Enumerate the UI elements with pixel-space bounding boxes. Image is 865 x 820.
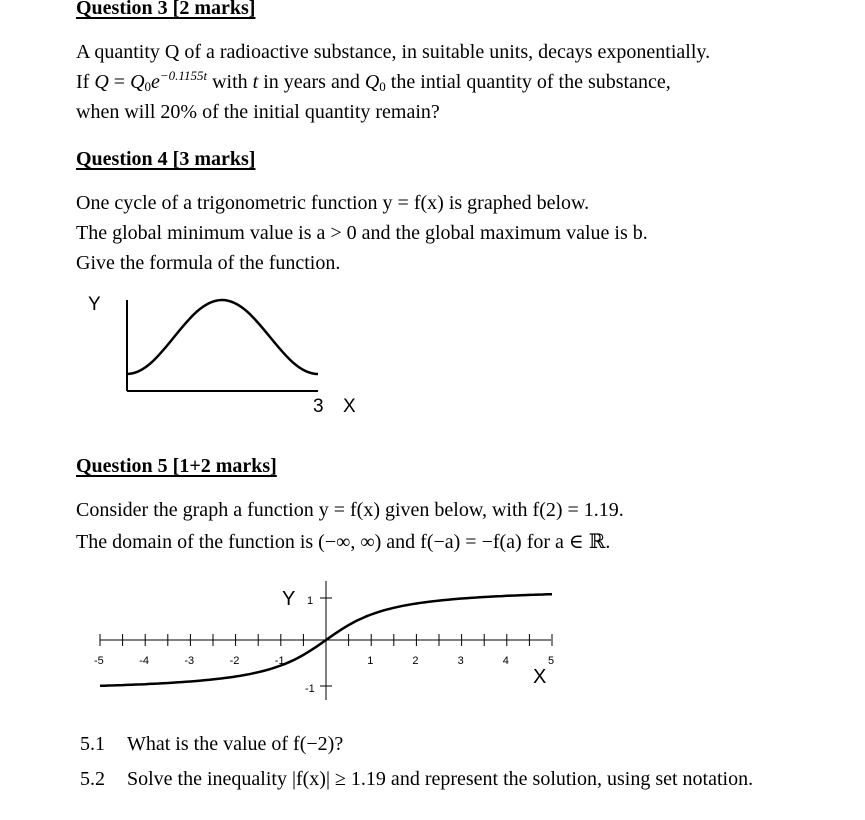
q5-x-tick-label: 2 [412,655,419,667]
q5-x-tick-label: 3 [457,655,464,667]
q5-y-tick-label-top: 1 [307,595,314,607]
q4-x-tick: 3 [313,396,324,417]
q3-line-3: when will 20% of the initial quantity remain? [76,101,440,123]
q5-x-tick-label: 4 [502,655,509,667]
q5-x-tick-label: -4 [139,655,149,667]
q3-line-2: If $Q = Q_0e^{-0.1155t}$ with t in years and $Q_0$ the intial quantity of the substance, [76,68,671,94]
q5-x-tick-labels [94,655,554,667]
q3-line-1: A quantity Q of a radioactive substance, in suitable units, decays exponentially. [76,41,711,63]
q5-y-tick-label-bottom: -1 [305,683,315,695]
q4-curve [127,300,318,374]
q5-sub2-text: Solve the inequality |f(x)| ≥ 1.19 and represent the solution, using set notation. [127,768,754,790]
q4-line-1: One cycle of a trigonometric function y = f(x) is graphed below. [76,192,590,214]
q5-heading: Question 5 [1+2 marks] [76,455,277,477]
q5-x-tick-label: -2 [229,655,240,667]
q4-line-2: The global minimum value is a > 0 and the global maximum value is b. [76,222,648,244]
q5-x-tick-label: 1 [367,655,374,667]
q4-graph [88,294,356,417]
q5-line-2: The domain of the function is (−∞, ∞) and f(−a) = −f(a) for a ∈ ℝ. [76,531,611,553]
q5-x-label: X [533,666,547,688]
q5-line-1: Consider the graph a function y = f(x) given below, with f(2) = 1.19. [76,499,624,521]
q5-sub1-text: What is the value of f(−2)? [127,733,344,755]
q5-y-label: Y [282,588,296,610]
q4-x-label: X [343,396,356,417]
q5-x-tick-label: 5 [548,655,555,667]
q4-heading: Question 4 [3 marks] [76,148,256,170]
q3-heading: Question 3 [2 marks] [76,0,256,19]
q4-y-label: Y [88,294,101,315]
q5-sub2-number: 5.2 [80,768,105,790]
q4-line-3: Give the formula of the function. [76,252,341,274]
q5-x-tick-label: -5 [94,655,104,667]
q5-x-tick-label: -1 [274,655,285,667]
q5-sub1-number: 5.1 [80,733,105,755]
q5-graph [94,581,554,700]
q5-x-tick-label: -3 [184,655,195,667]
